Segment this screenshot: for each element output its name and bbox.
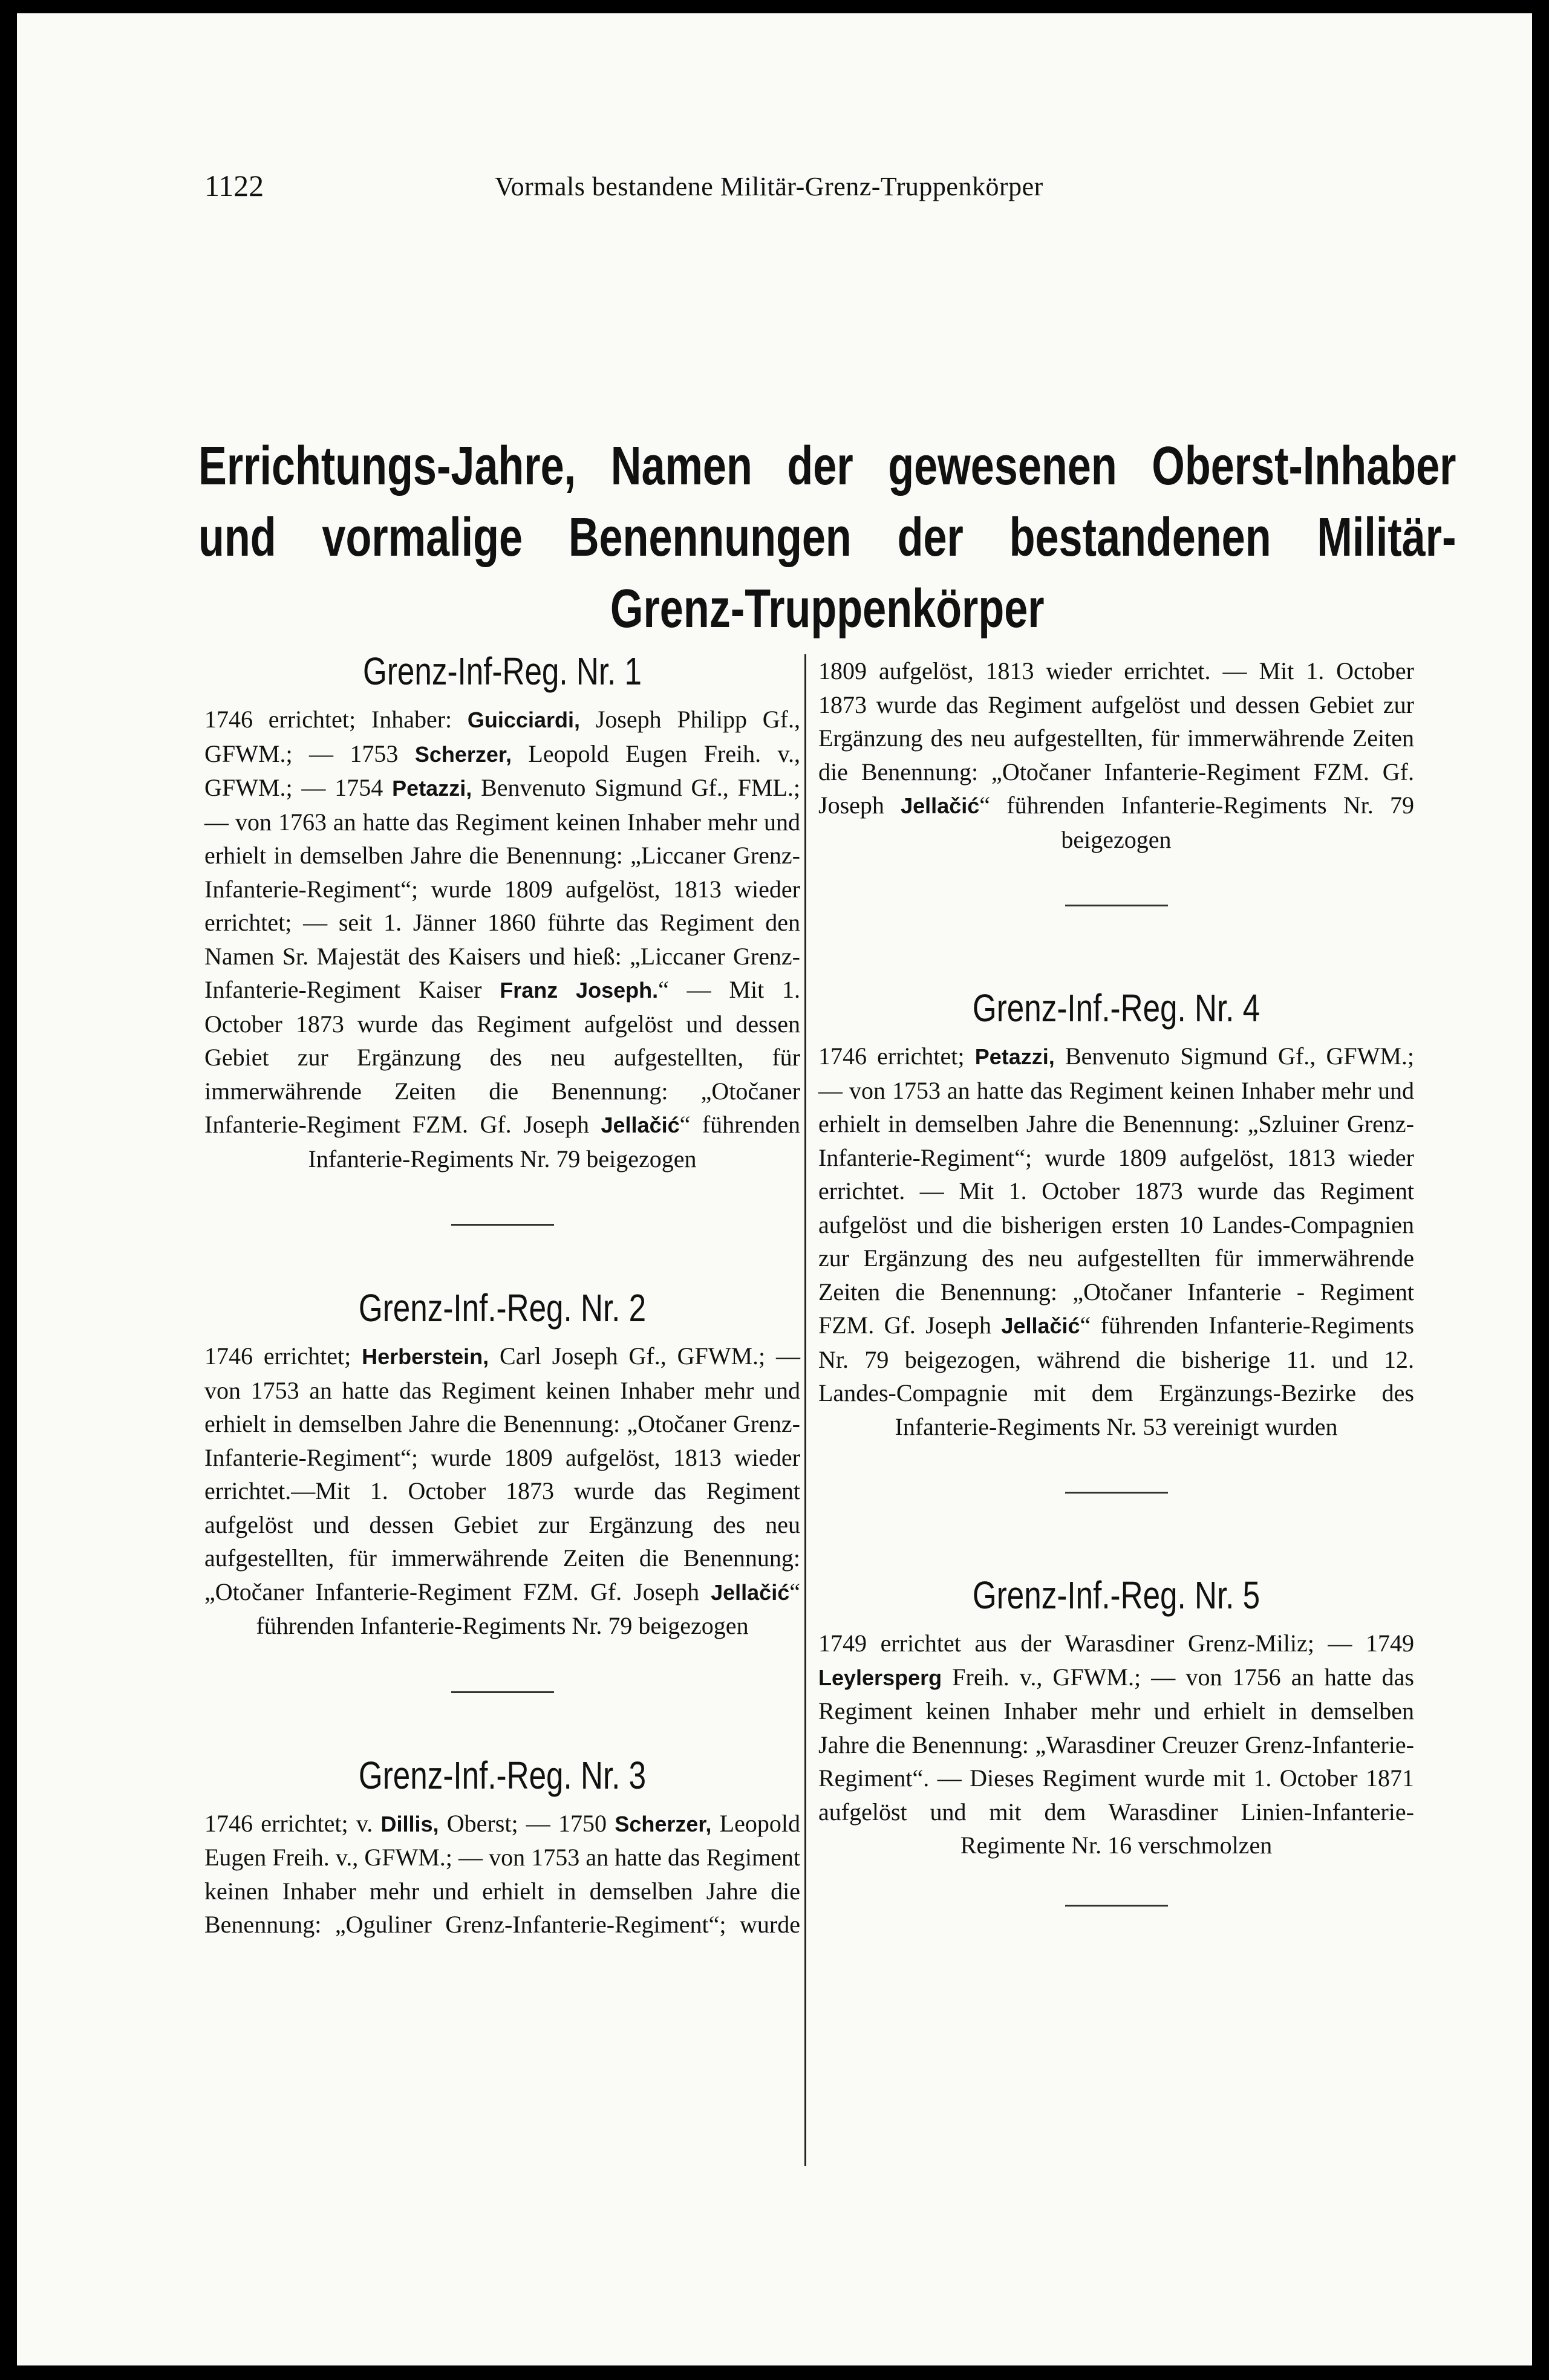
page-title	[198, 431, 1456, 645]
section-heading: Grenz-Inf.-Reg. Nr. 4	[972, 986, 1260, 1030]
name-herberstein: Herberstein,	[362, 1344, 489, 1369]
name-jellacic: Jellačić	[711, 1579, 790, 1605]
section-text: 1746 errichtet; v. Dillis, Oberst; — 1750 Scherzer, Leopold Eugen Freih. v., GFWM.; — von 1753 an hatte das Regiment keinen Inhaber mehr und erhielt in demselben Jahre die Benennung: „Oguliner Grenz-Infanterie-Regiment“; wurde	[204, 1809, 800, 1938]
section-heading: Grenz-Inf.-Reg. Nr. 3	[358, 1753, 647, 1797]
title-line-3: Grenz-Truppenkörper	[610, 579, 1045, 639]
name-jellacic: Jellačić	[1001, 1313, 1080, 1338]
section-text: 1746 errichtet; Petazzi, Benvenuto Sigmund Gf., GFWM.; — von 1753 an hatte das Regiment keinen Inhaber mehr und erhielt in demselben Jahre die Benennung: „Szluiner Grenz-Infanterie-Regiment“; wurde 1809 aufgelöst, 1813 wieder errichtet. — Mit 1. October 1873 wurde das Regiment aufgelöst und die bisherigen ersten 10 Landes-Compagnien zur Ergänzung des neu aufgestellten für immerwährende Zeiten die Benennung: „Otočaner Infanterie - Regiment FZM. Gf. Joseph Jellačić“ führenden Infanterie-Regiments Nr. 79 beigezogen, während die bisherige 11. und 12. Landes-Compagnie mit dem Ergänzungs-Bezirke des Infanterie-Regiments Nr. 53 vereinigt wurden	[818, 1042, 1415, 1440]
section-heading: Grenz-Inf.-Reg. Nr. 2	[358, 1286, 647, 1330]
name-franz-joseph: Franz Joseph.	[500, 978, 659, 1003]
section-text: 1746 errichtet; Herberstein, Carl Joseph Gf., GFWM.; — von 1753 an hatte das Regiment keinen Inhaber mehr und erhielt in demselben Jahre die Benennung: „Otočaner Grenz-Infanterie-Regiment“; wurde 1809 aufgelöst, 1813 wieder errichtet.—Mit 1. October 1873 wurde das Regiment aufgelöst und dessen Gebiet zur Ergänzung des neu aufgestellten, für immerwährende Zeiten die Benennung: „Otočaner Infanterie-Regiment FZM. Gf. Joseph Jellačić“ führenden Infanterie-Regiments Nr. 79 beigezogen	[204, 1342, 801, 1639]
name-petazzi: Petazzi,	[392, 776, 472, 801]
section-reg-2	[204, 1285, 800, 1643]
section-text: 1746 errichtet; Inhaber: Guicciardi, Joseph Philipp Gf., GFWM.; — 1753 Scherzer, Leopold Eugen Freih. v., GFWM.; — 1754 Petazzi, Benvenuto Sigmund Gf., FML.; — von 1763 an hatte das Regiment keinen Inhaber mehr und erhielt in demselben Jahre die Benennung: „Liccaner Grenz-Infanterie-Regiment“; wurde 1809 aufgelöst, 1813 wieder errichtet; — seit 1. Jänner 1860 führte das Regiment den Namen Sr. Majestät des Kaisers und hieß: „Liccaner Grenz-Infanterie-Regiment Kaiser Franz Joseph.“ — Mit 1. October 1873 wurde das Regiment aufgelöst und dessen Gebiet zur Ergänzung des neu aufgestellten, für immerwährende Zeiten die Benennung: „Otočaner Infanterie-Regiment FZM. Gf. Joseph Jellačić“ führenden Infanterie-Regiments Nr. 79 beigezogen	[204, 706, 800, 1172]
name-leylersperg: Leylersperg	[818, 1665, 942, 1690]
section-separator	[451, 1224, 554, 1226]
title-line-2: und vormalige Benennungen der bestandenen Militär-	[198, 507, 1456, 568]
section-separator	[1065, 905, 1168, 906]
section-reg-3-continued	[818, 654, 1414, 856]
name-jellacic: Jellačić	[901, 793, 980, 818]
right-column	[818, 654, 1414, 1966]
section-heading: Grenz-Inf.-Reg. Nr. 5	[972, 1573, 1260, 1617]
column-divider	[804, 654, 806, 2166]
name-petazzi: Petazzi,	[974, 1044, 1055, 1069]
section-text: 1749 errichtet aus der Warasdiner Grenz-Miliz; — 1749 Leylersperg Freih. v., GFWM.; — von 1756 an hatte das Regiment keinen Inhaber mehr und erhielt in demselben Jahre die Benennung: „Warasdiner Creuzer Grenz-Infanterie-Regiment“. — Dieses Regiment wurde mit 1. October 1871 aufgelöst und mit dem Warasdiner Linien-Infanterie-Regimente Nr. 16 verschmolzen	[818, 1630, 1414, 1859]
name-dillis: Dillis,	[380, 1811, 439, 1836]
section-text: 1809 aufgelöst, 1813 wieder errichtet. — Mit 1. October 1873 wurde das Regiment aufgelöst und dessen Gebiet zur Ergänzung des neu aufgestellten, für immerwährende Zeiten die Benennung: „Otočaner Infanterie-Regiment FZM. Gf. Joseph Jellačić“ führenden Infanterie-Regiments Nr. 79 beigezogen	[818, 657, 1415, 853]
name-guicciardi: Guicciardi,	[467, 707, 580, 732]
section-reg-3	[204, 1752, 800, 1942]
section-reg-1	[204, 648, 800, 1175]
section-separator	[451, 1691, 554, 1693]
section-reg-5	[818, 1572, 1414, 1862]
name-scherzer: Scherzer,	[414, 741, 512, 767]
name-jellacic: Jellačić	[601, 1113, 680, 1137]
running-title: Vormals bestandene Militär-Grenz-Truppenkörper	[495, 172, 1043, 201]
section-reg-4	[818, 985, 1414, 1443]
page-number: 1122	[204, 169, 264, 203]
section-separator	[1065, 1905, 1168, 1907]
document-page	[17, 13, 1532, 2365]
name-scherzer: Scherzer,	[615, 1811, 712, 1836]
title-line-1: Errichtungs-Jahre, Namen der gewesenen Oberst-Inhaber	[198, 436, 1456, 496]
section-separator	[1065, 1492, 1168, 1494]
section-heading: Grenz-Inf-Reg. Nr. 1	[363, 649, 642, 693]
running-header	[17, 167, 1532, 204]
left-column	[204, 648, 800, 1942]
